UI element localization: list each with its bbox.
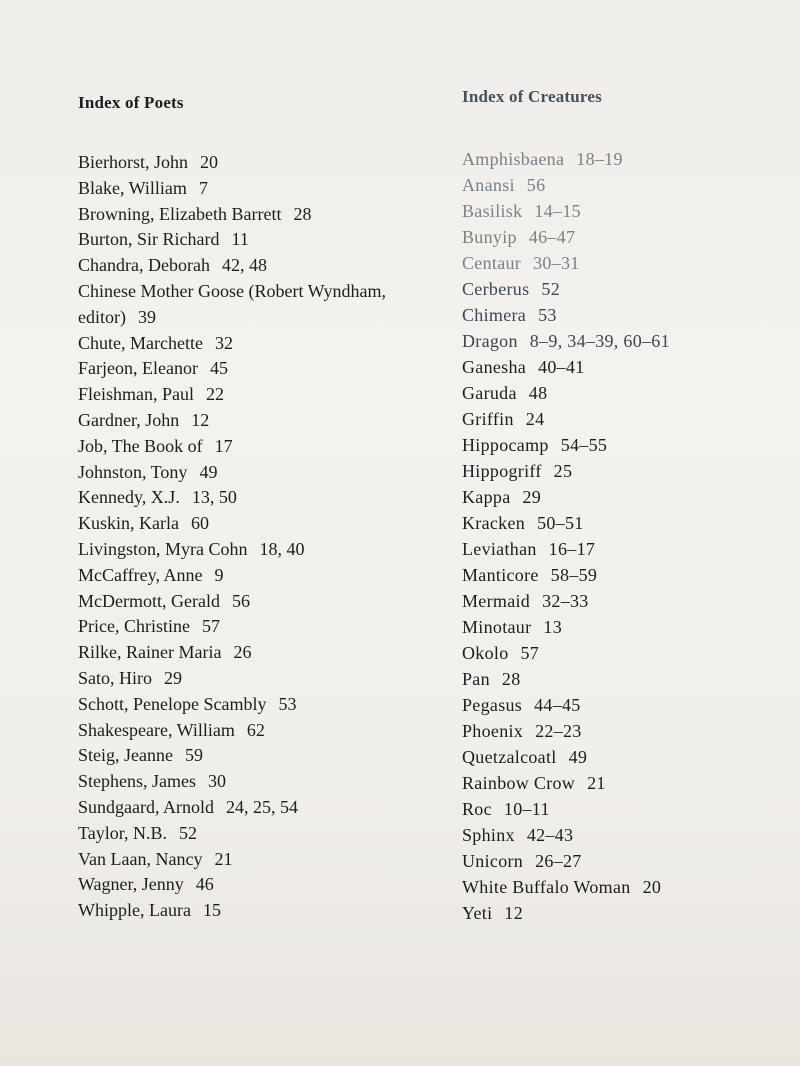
entry-name: Sundgaard, Arnold <box>78 796 214 817</box>
index-entry <box>78 769 438 795</box>
index-entry <box>462 328 792 354</box>
creatures-index-title: Index of Creatures <box>462 87 602 106</box>
entry-name: Chute, Marchette <box>78 332 203 353</box>
index-entry <box>462 198 792 224</box>
index-entry <box>78 692 438 718</box>
index-entry <box>78 795 438 821</box>
index-entry <box>78 150 438 176</box>
entry-pages: 32 <box>214 332 233 353</box>
index-entry <box>78 614 438 640</box>
entry-name: Unicorn <box>462 851 524 871</box>
entry-name: Pan <box>462 669 490 689</box>
entry-name: Van Laan, Nancy <box>78 848 203 869</box>
entry-name: Bierhorst, John <box>78 152 188 172</box>
creatures-index-column <box>462 86 792 926</box>
index-entry <box>78 563 438 589</box>
index-entry <box>78 821 438 847</box>
index-entry <box>462 354 792 380</box>
entry-name: Wagner, Jenny <box>78 874 184 895</box>
entry-name: Chinese Mother Goose (Robert Wyndham, editor) <box>78 280 387 327</box>
entry-pages: 49 <box>199 461 218 482</box>
entry-name: Kuskin, Karla <box>78 513 179 534</box>
entry-name: Chimera <box>462 305 527 325</box>
entry-pages: 59 <box>184 745 203 766</box>
poets-index-title: Index of Poets <box>78 93 184 112</box>
entry-pages: 20 <box>200 152 218 172</box>
entry-pages: 21 <box>214 848 233 869</box>
index-entry <box>462 666 792 692</box>
index-entry <box>462 848 792 874</box>
entry-name: Yeti <box>462 903 493 923</box>
entry-name: Johnston, Tony <box>78 461 188 482</box>
index-entry <box>78 408 438 434</box>
index-entry <box>78 460 438 486</box>
entry-name: Shakespeare, William <box>78 719 235 740</box>
entry-pages: 52 <box>179 822 198 843</box>
index-entry <box>78 253 438 279</box>
entry-pages: 15 <box>202 900 221 921</box>
index-entry <box>462 432 792 458</box>
index-entry <box>78 743 438 769</box>
entry-name: Fleishman, Paul <box>78 384 194 405</box>
index-entry <box>462 588 792 614</box>
entry-name: Blake, William <box>78 177 187 198</box>
entry-pages: 53 <box>538 305 557 325</box>
entry-pages: 56 <box>231 590 250 611</box>
entry-name: Rilke, Rainer Maria <box>78 642 222 663</box>
entry-pages: 7 <box>198 177 208 198</box>
entry-pages: 28 <box>293 203 312 224</box>
entry-name: Kennedy, X.J. <box>78 487 180 508</box>
index-entry <box>462 900 792 926</box>
index-entry <box>78 485 438 511</box>
entry-name: Hippogriff <box>462 461 542 481</box>
index-entry <box>78 898 438 924</box>
index-entry <box>462 406 792 432</box>
index-entry <box>78 279 423 331</box>
entry-pages: 42, 48 <box>221 255 267 276</box>
index-entry <box>78 537 438 563</box>
index-entry <box>462 614 792 640</box>
entry-name: Kappa <box>462 487 511 507</box>
entry-pages: 60 <box>190 513 209 534</box>
entry-pages: 52 <box>541 279 560 299</box>
index-entry <box>462 744 792 770</box>
index-entry <box>462 250 792 276</box>
entry-name: Bunyip <box>462 227 517 247</box>
entry-pages: 62 <box>246 719 265 740</box>
entry-pages: 22–23 <box>535 721 582 741</box>
entry-name: Job, The Book of <box>78 435 203 456</box>
entry-name: Schott, Penelope Scambly <box>78 693 267 714</box>
entry-name: Basilisk <box>462 201 523 221</box>
index-entry <box>78 434 438 460</box>
entry-pages: 57 <box>201 616 220 637</box>
entry-pages: 8–9, 34–39, 60–61 <box>529 331 670 351</box>
index-entry <box>462 302 792 328</box>
index-entry <box>462 562 792 588</box>
entry-name: Manticore <box>462 565 539 585</box>
index-entry <box>462 172 792 198</box>
entry-name: Sphinx <box>462 825 515 845</box>
entry-pages: 44–45 <box>534 695 581 715</box>
entry-pages: 14–15 <box>534 201 581 221</box>
entry-name: Hippocamp <box>462 435 549 455</box>
entry-name: Pegasus <box>462 695 523 715</box>
index-entry <box>78 202 438 228</box>
index-entry <box>78 356 438 382</box>
entry-pages: 48 <box>528 383 548 403</box>
entry-pages: 12 <box>504 903 523 923</box>
entry-name: Whipple, Laura <box>78 900 191 921</box>
index-entry <box>78 331 438 357</box>
entry-pages: 24, 25, 54 <box>225 796 298 817</box>
entry-name: Mermaid <box>462 591 531 611</box>
entry-pages: 50–51 <box>537 513 584 533</box>
index-entry <box>462 718 792 744</box>
entry-name: Griffin <box>462 409 514 429</box>
entry-name: Roc <box>462 799 492 819</box>
index-entry <box>462 146 792 172</box>
entry-name: Livingston, Myra Cohn <box>78 538 248 559</box>
index-entry <box>462 276 792 302</box>
entry-name: Minotaur <box>462 617 532 637</box>
entry-name: Dragon <box>462 331 518 351</box>
creatures-index-list <box>462 146 792 926</box>
entry-pages: 29 <box>164 667 182 688</box>
index-entry <box>462 536 792 562</box>
entry-pages: 13 <box>543 617 562 637</box>
index-entry <box>462 874 792 900</box>
entry-pages: 49 <box>568 747 588 767</box>
entry-pages: 18–19 <box>576 149 623 169</box>
index-entry <box>462 510 792 536</box>
entry-name: Centaur <box>462 253 522 273</box>
index-entry <box>462 224 792 250</box>
entry-pages: 17 <box>214 435 233 456</box>
entry-pages: 9 <box>214 564 224 585</box>
entry-pages: 45 <box>209 358 228 379</box>
entry-pages: 30 <box>207 771 226 792</box>
entry-pages: 20 <box>642 877 662 897</box>
index-entry <box>462 770 792 796</box>
entry-name: Gardner, John <box>78 409 180 430</box>
entry-name: Anansi <box>462 175 515 195</box>
index-entry <box>462 640 792 666</box>
entry-name: Stephens, James <box>78 771 196 792</box>
entry-name: Burton, Sir Richard <box>78 229 220 250</box>
index-entry <box>462 822 792 848</box>
entry-pages: 30–31 <box>533 253 580 273</box>
entry-pages: 18, 40 <box>259 538 305 559</box>
entry-pages: 29 <box>522 487 542 507</box>
poets-index-list <box>78 150 438 924</box>
entry-pages: 10–11 <box>503 799 550 819</box>
index-entry <box>462 380 792 406</box>
entry-pages: 39 <box>137 306 156 327</box>
entry-name: Quetzalcoatl <box>462 747 557 767</box>
index-entry <box>78 511 438 537</box>
entry-pages: 54–55 <box>560 435 608 455</box>
entry-name: Browning, Elizabeth Barrett <box>78 203 282 224</box>
index-entry <box>78 227 438 253</box>
entry-name: Steig, Jeanne <box>78 745 173 766</box>
entry-pages: 46–47 <box>528 227 576 247</box>
entry-name: White Buffalo Woman <box>462 877 631 897</box>
entry-pages: 16–17 <box>548 539 596 559</box>
entry-name: Okolo <box>462 643 509 663</box>
index-entry <box>462 458 792 484</box>
entry-name: Kracken <box>462 513 526 533</box>
index-entry <box>78 640 438 666</box>
entry-pages: 13, 50 <box>191 487 237 508</box>
entry-pages: 53 <box>278 693 297 714</box>
entry-pages: 24 <box>525 409 545 429</box>
index-entry <box>78 872 438 898</box>
entry-name: Taylor, N.B. <box>78 822 168 843</box>
index-entry <box>78 382 438 408</box>
poets-index-column <box>78 92 438 924</box>
index-entry <box>78 176 438 202</box>
entry-pages: 22 <box>206 384 224 405</box>
entry-pages: 25 <box>553 461 573 481</box>
entry-name: Farjeon, Eleanor <box>78 358 198 379</box>
entry-name: Chandra, Deborah <box>78 255 210 276</box>
index-entry <box>78 847 438 873</box>
entry-pages: 42–43 <box>526 825 574 845</box>
entry-name: Leviathan <box>462 539 537 559</box>
entry-pages: 32–33 <box>542 591 589 611</box>
entry-pages: 57 <box>520 643 540 663</box>
entry-name: Cerberus <box>462 279 530 299</box>
index-entry <box>78 718 438 744</box>
entry-name: McDermott, Gerald <box>78 590 220 611</box>
entry-pages: 26–27 <box>535 851 582 871</box>
entry-pages: 11 <box>231 229 249 250</box>
entry-name: Price, Christine <box>78 616 190 637</box>
entry-pages: 58–59 <box>550 565 598 585</box>
index-entry <box>78 589 438 615</box>
entry-name: Ganesha <box>462 357 527 377</box>
entry-name: Garuda <box>462 383 517 403</box>
entry-pages: 46 <box>195 874 214 895</box>
entry-pages: 28 <box>501 669 521 689</box>
entry-name: Phoenix <box>462 721 524 741</box>
entry-name: Rainbow Crow <box>462 773 576 793</box>
entry-pages: 40–41 <box>538 357 585 377</box>
index-entry <box>462 692 792 718</box>
entry-pages: 21 <box>587 773 606 793</box>
entry-name: Amphisbaena <box>462 149 565 169</box>
entry-pages: 12 <box>191 409 210 430</box>
index-entry <box>78 666 438 692</box>
entry-name: Sato, Hiro <box>78 667 152 688</box>
index-entry <box>462 796 792 822</box>
index-entry <box>462 484 792 510</box>
entry-name: McCaffrey, Anne <box>78 564 203 585</box>
entry-pages: 26 <box>233 642 252 663</box>
entry-pages: 56 <box>526 175 546 195</box>
